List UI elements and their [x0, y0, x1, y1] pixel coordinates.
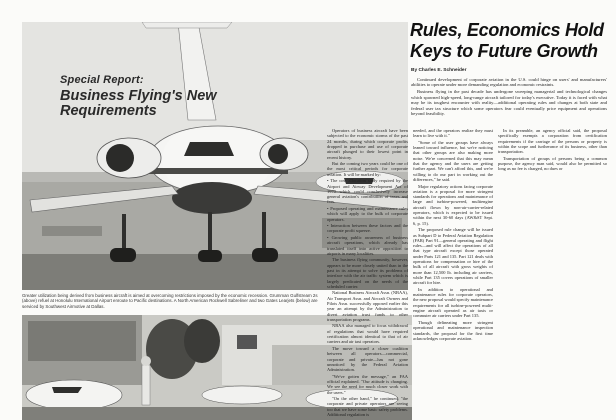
bullet-paragraph: • The cost allocation study required by the Airport and Airway Development Act of 1970 which could conclusively increase general aviation's contribution of taxes and fees. [327, 178, 408, 205]
body-paragraph: But the coming two years could be one of the most critical periods for corporate aviation. It will be marked by: [327, 161, 408, 177]
intro-paragraph: Continued development of corporate aviation in the U.S. could hinge on users' and manufacturers' abilities to operate under more demanding regulation and economic restraints. [411, 77, 607, 88]
special-report-block [60, 74, 260, 119]
bullet-paragraph: • Growing public awareness of business aircraft operations, which already has translated itself into active opposition to airports in many localities. [327, 234, 408, 256]
body-paragraph: National Business Aircraft Assn. (NBAA), Air Transport Assn. and Aircraft Owners and Pilots Assn. successfully opposed earlier this year an attempt by the Administration to divert aviation trust funds to other transportation programs. [327, 290, 408, 322]
body-paragraph: Though delineating more stringent operational and maintenance inspection standards, the proposal for the first time acknowledges corporate aviation. [413, 319, 493, 341]
article-byline: By Charles E. Schneider [411, 68, 467, 73]
body-paragraph: NBAA also managed to focus withdrawal of regulations that would have required certification almost identical to that of air carriers and air taxi operators. [327, 323, 408, 345]
bullet-paragraph: • Proposed operating and maintenance rules which will apply to the bulk of corporate operators. [327, 205, 408, 222]
article-column-3 [498, 128, 607, 173]
photo-caption: Greater utilization being derived from business aircraft is aimed at overcoming restrictions imposed by the economic recession. Grumman Gulfstream 2s (above) refuel at Honolulu International Airport enroute to Pacific destinations. A North American Rockwell Sabreliner and two Gates Learjets (below) are serviced by Southwest Airmotive at Dallas. [22, 293, 318, 309]
body-paragraph: needed, and the operators realize they must learn to live with it." [413, 128, 493, 139]
body-paragraph: The business flying community, however, appears to be more closely united than in the past in its attempt to solve its problems of interface with the air traffic system which is largely predicated on the needs of the scheduled carrier. [327, 257, 408, 289]
article-column-2 [413, 128, 493, 342]
body-paragraph: In addition to operational and maintenance rules for corporate operators, the new proposal would specify maintenance requirements for all turbine-powered multi-engine aircraft operated as air taxis or commuter air carriers under Part 135. [413, 286, 493, 319]
body-paragraph: "We've gotten the message," an FAA official explained. "Our attitude is changing. We see the need for much closer work with the users." [327, 373, 408, 395]
article-intro [411, 77, 607, 118]
body-paragraph: "Some of the user groups have always leaned toward influence, but we're noticing that other groups are also making more noise. We're concerned that this may mean that the agency and the users are getting further apart. We can't afford this, and we're willing to do our part in working out the differences," he said. [413, 139, 493, 182]
body-paragraph: The proposed rule change will be issued as Subpart D to Federal Aviation Regulation (FAR) Part 91—general operating and flight rules—and will affect the operations of all that type aircraft except those operated under Parts 121 and 135. Part 121 deals with operations for compensation or hire of the bulk of all aircraft with gross weights of more than 12,500 lb. including air carriers, while Part 135 covers operations of smaller aircraft for hire. [413, 227, 493, 286]
article-headline: Rules, Economics Hold Keys to Future Growth [410, 20, 604, 61]
special-report-label: Special Report: [60, 74, 144, 86]
body-paragraph: Major regulatory actions facing corporate aviation is a proposal for more stringent standards for operations and maintenance of large and turbine-powered, multiengine aircraft flown by non-air-carrier-related operators, which is expected to be issued within the next 30-60 days (AW&ST Sept. 6, p. 15). [413, 183, 493, 226]
body-paragraph: Transportation of groups of persons being a common purpose, the agency man said, would also be permitted so long as no fee is charged, no dues or [498, 155, 607, 172]
body-paragraph: In its preamble, an agency official said, the proposal specifically exempts a corporation from certification requirements if the carriage of the persons or property is within the scope and furtherance of its business, other than transportation. [498, 128, 607, 155]
body-paragraph: "On the other hand," he continued, "the corporate and private operators are seeing too that we have some basic safety problems. Additional regulation is [327, 396, 408, 417]
intro-paragraph: Business flying in the past decade has undergone sweeping managerial and technological changes which spawned high-speed, long-range aircraft tailored for today's executive. Today it is faced with what may be its toughest encounter with reality—additional operating rules and changes at both state and federal user tax structure which some operators fear could eventually price equipment and operations beyond feasibility. [411, 89, 607, 117]
body-paragraph: The move toward a closer coalition between all operators—commercial, corporate and private—has not gone unnoticed by the Federal Aviation Administration. [327, 345, 408, 373]
body-paragraph: Operators of business aircraft have been subjected to the economic storms of the past 24 months, during which corporate profits dropped in purchase and use of corporate aircraft plunged to their lowest point in recent history. [327, 128, 408, 160]
bullet-paragraph: • Interaction between these factors and the corporate profit squeeze. [327, 223, 408, 234]
special-report-title: Business Flying's New Requirements [60, 88, 217, 119]
article-column-1 [327, 128, 408, 419]
